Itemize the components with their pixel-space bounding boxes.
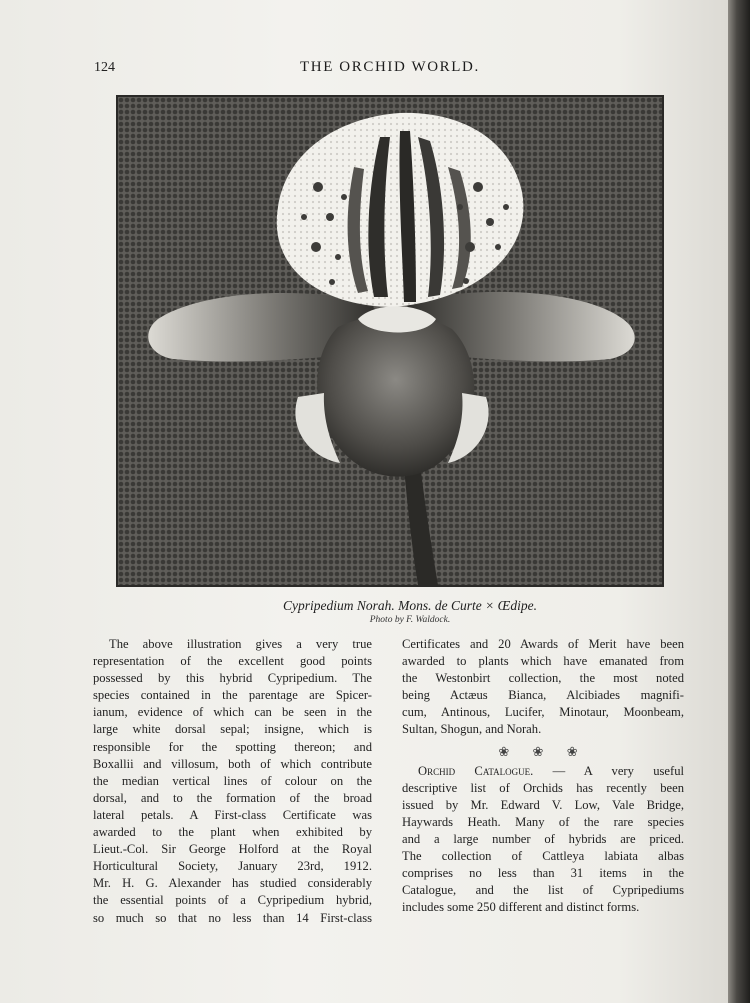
text-line: ianum, evidence of which can be seen in the	[93, 705, 372, 720]
text-line: large white dorsal sepal; insigne, which is	[93, 722, 372, 737]
text-line: Boxallii and villosum, both of which contribute	[93, 756, 372, 771]
left-column	[93, 636, 372, 927]
text-line: species contained in the parentage are Spicer-	[93, 688, 372, 703]
text-line: the Westonbirt collection, the most noted	[402, 671, 684, 686]
text-line: awarded to plants which have emanated from	[402, 654, 684, 669]
section-ornament: ❀ ❀ ❀	[498, 743, 588, 759]
text-line: representation of the excellent good points	[93, 654, 372, 669]
text-line: dorsal, and to the formation of the broad	[93, 790, 372, 805]
text-line: the essential points of a Cypripedium hybrid,	[93, 893, 372, 908]
right-column	[402, 636, 684, 916]
text-line: Certificates and 20 Awards of Merit have been	[402, 637, 684, 651]
text-line: Lieut.-Col. Sir George Holford at the Royal	[93, 842, 372, 857]
text-line	[402, 763, 684, 780]
text-line: awarded to the plant when exhibited by	[93, 825, 372, 840]
text-line: Horticultural Society, January 23rd, 1912.	[93, 859, 372, 874]
text-line: responsible for the spotting thereon; and	[93, 739, 372, 754]
text-line: issued by Mr. Edward V. Low, Vale Bridge,	[402, 797, 684, 812]
text-line: so much so that no less than 14 First-class	[93, 910, 372, 925]
text-line: The collection of Cattleya labiata albas	[402, 849, 684, 864]
text-line: comprises no less than 31 items in the	[402, 866, 684, 881]
running-title: THE ORCHID WORLD.	[300, 59, 480, 75]
text-line: Haywards Heath. Many of the rare species	[402, 814, 684, 829]
text-line: Sultan, Shogun, and Norah.	[402, 722, 542, 737]
photo-credit: Photo by F. Waldock.	[369, 615, 451, 625]
section-heading-continuation: — A very useful	[552, 763, 684, 778]
text-line: cum, Antinous, Lucifer, Minotaur, Moonbeam,	[402, 705, 684, 720]
text-line: includes some 250 different and distinct forms.	[402, 900, 640, 915]
figure-caption: Cypripedium Norah. Mons. de Curte × Œdipe.	[283, 598, 537, 613]
text-line: lateral petals. A First-class Certificate was	[93, 807, 372, 822]
orchid-photograph	[116, 95, 664, 587]
book-spine-edge	[728, 0, 750, 1003]
text-line: The above illustration gives a very true	[109, 637, 372, 651]
page-header	[94, 58, 684, 80]
page-number: 124	[94, 60, 115, 75]
text-line: possessed by this hybrid Cypripedium. The	[93, 671, 372, 686]
text-line: Mr. H. G. Alexander has studied considerably	[93, 876, 372, 891]
text-line: the median vertical lines of colour on the	[93, 773, 372, 788]
text-line: being Actæus Bianca, Alcibiades magnifi-	[402, 688, 684, 703]
text-line: and a large number of hybrids are priced.	[402, 831, 684, 846]
section-heading: Orchid Catalogue.	[418, 763, 534, 778]
text-line: descriptive list of Orchids has recently been	[402, 780, 684, 795]
text-line: Catalogue, and the list of Cypripediums	[402, 883, 684, 898]
